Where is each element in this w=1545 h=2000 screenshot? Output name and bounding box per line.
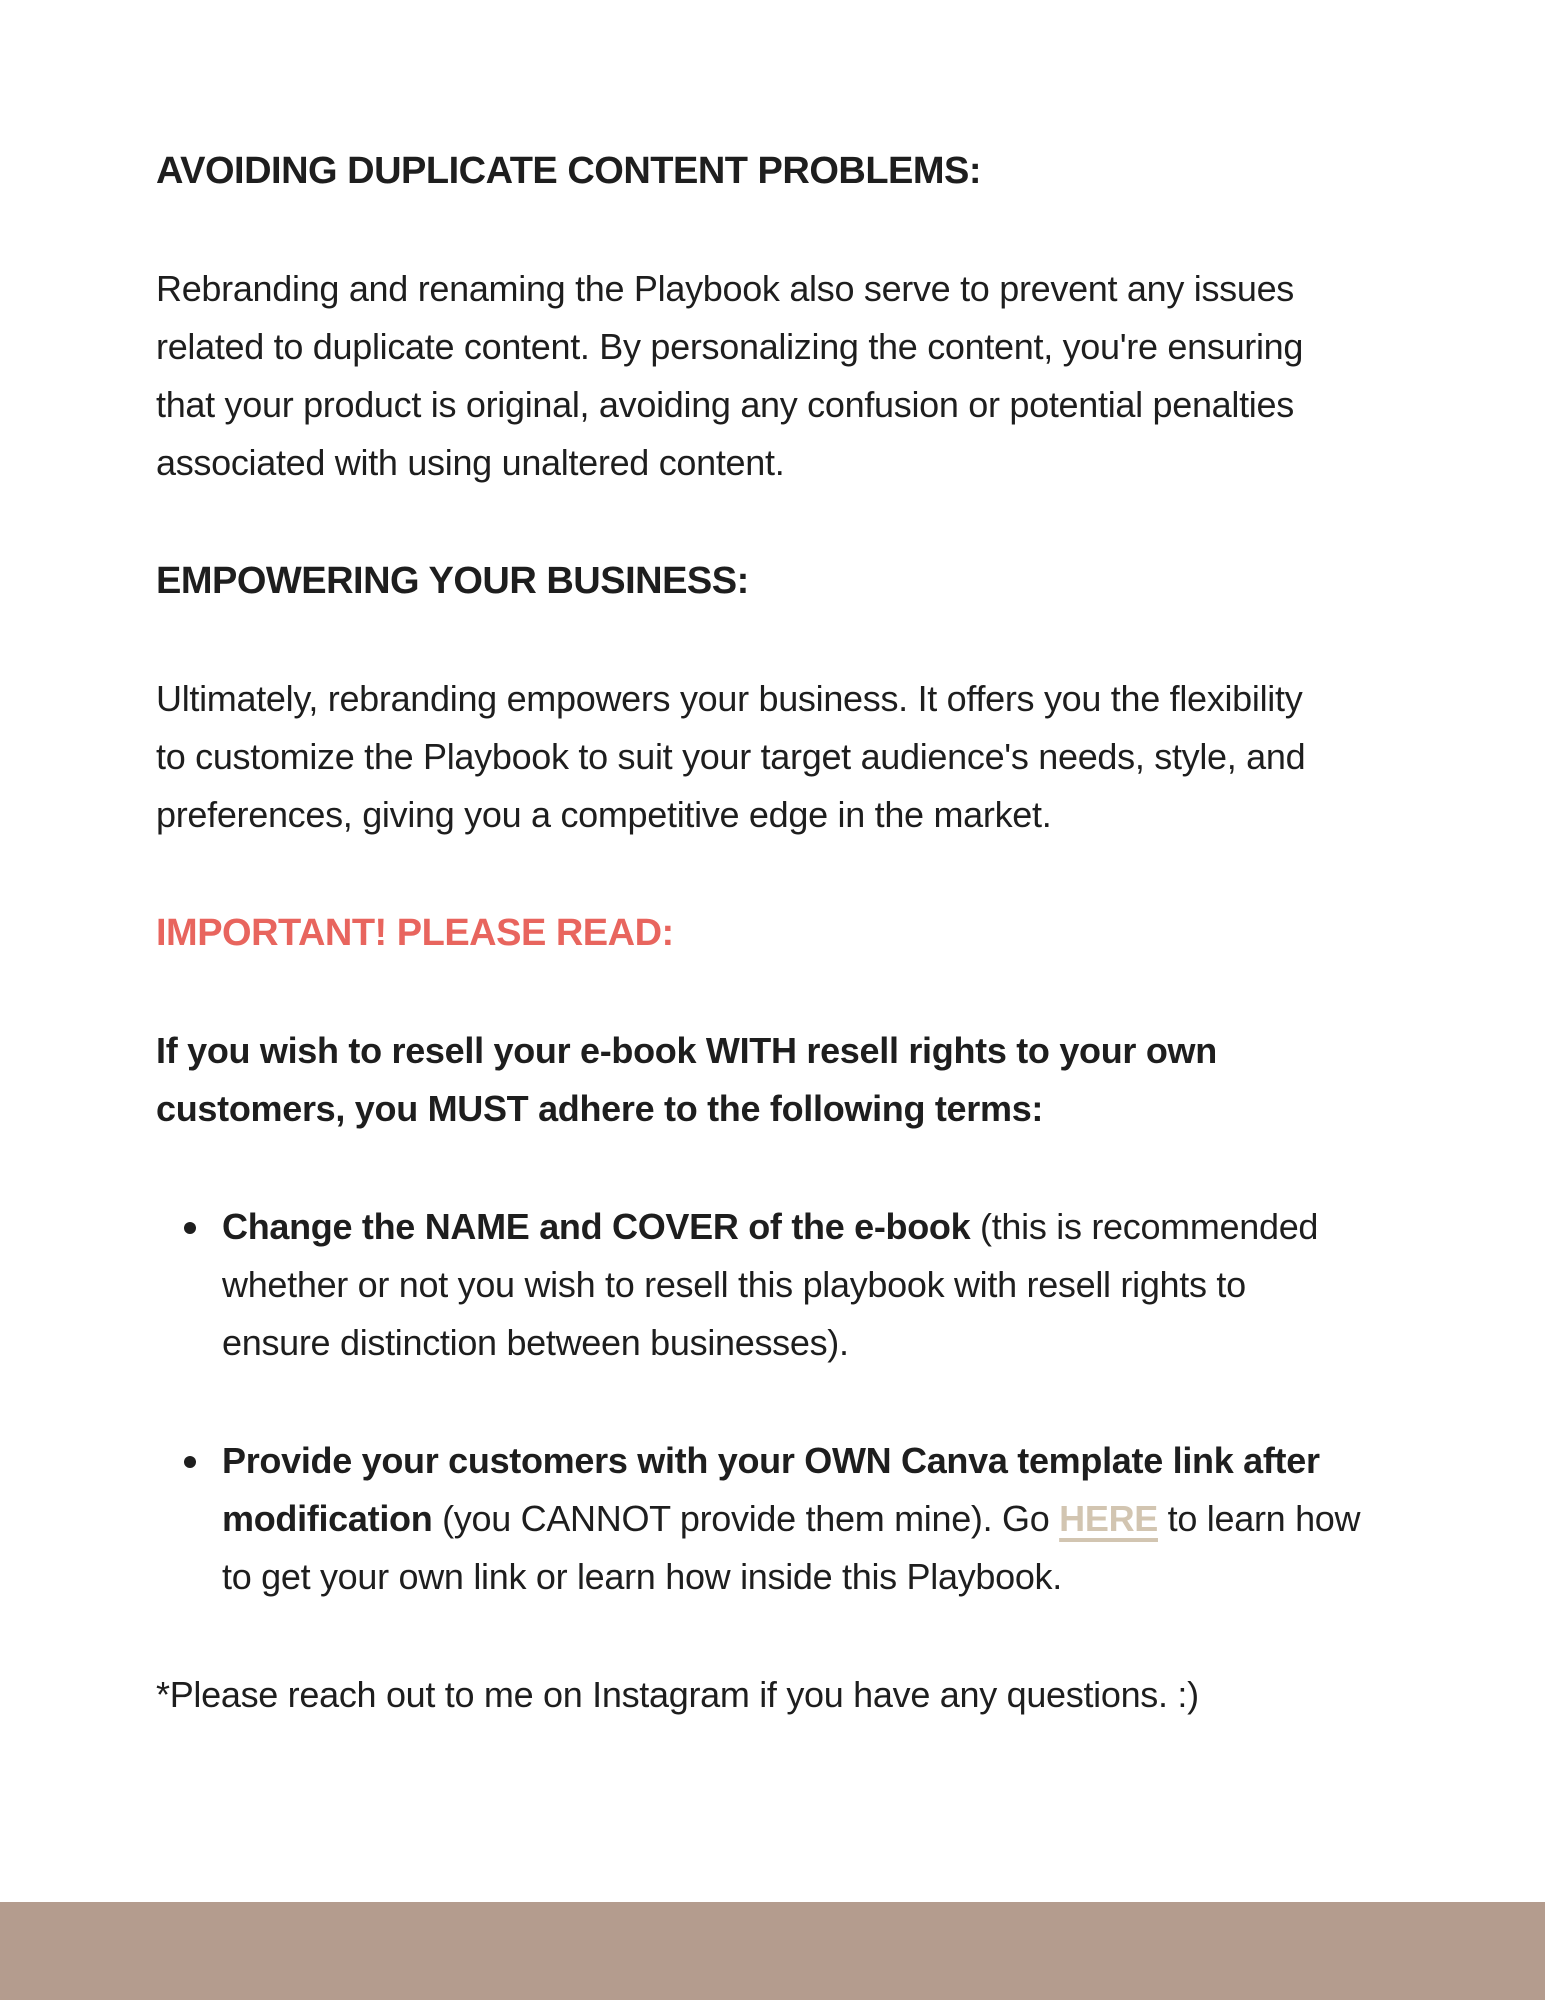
text-line: ensure distinction between businesses). xyxy=(222,1322,849,1363)
bullet-item-change-name-cover xyxy=(156,1198,1396,1372)
text-line: that your product is original, avoiding any confusion or potential penalties xyxy=(156,384,1294,425)
section-heading-avoiding-duplicate-content: AVOIDING DUPLICATE CONTENT PROBLEMS: xyxy=(156,150,982,192)
paragraph-resell-terms-intro xyxy=(156,1022,1396,1138)
terms-bullet-list xyxy=(156,1198,1396,1606)
bold-run: Change the NAME and COVER of the e-book xyxy=(222,1206,971,1247)
text-line: preferences, giving you a competitive edge in the market. xyxy=(156,794,1052,835)
bullet-icon xyxy=(184,1222,196,1234)
text-run: to learn how xyxy=(1157,1498,1361,1539)
paragraph-duplicate-content xyxy=(156,260,1396,492)
text-run: (you CANNOT provide them mine). Go xyxy=(432,1498,1060,1539)
text-line: whether or not you wish to resell this playbook with resell rights to xyxy=(222,1264,1246,1305)
text-line: to customize the Playbook to suit your target audience's needs, style, and xyxy=(156,736,1306,777)
here-link[interactable]: HERE xyxy=(1059,1498,1158,1539)
text-line: Ultimately, rebranding empowers your business. It offers you the flexibility xyxy=(156,678,1303,719)
section-heading-empowering-business: EMPOWERING YOUR BUSINESS: xyxy=(156,560,749,602)
bullet-item-canva-template-link xyxy=(156,1432,1396,1606)
bold-run: modification xyxy=(222,1498,433,1539)
text-run: (this is recommended xyxy=(970,1206,1319,1247)
content-area xyxy=(156,142,1396,1784)
text-line: customers, you MUST adhere to the following terms: xyxy=(156,1088,1044,1129)
text-line xyxy=(222,1198,1396,1256)
bullet-icon xyxy=(184,1456,196,1468)
text-line: Provide your customers with your OWN Canva template link after xyxy=(222,1440,1320,1481)
text-line xyxy=(222,1490,1396,1548)
instagram-note xyxy=(156,1666,1396,1724)
text-line: associated with using unaltered content. xyxy=(156,442,785,483)
text-line: Rebranding and renaming the Playbook also serve to prevent any issues xyxy=(156,268,1294,309)
text-line: to get your own link or learn how inside this Playbook. xyxy=(222,1556,1062,1597)
paragraph-empowering-business xyxy=(156,670,1396,844)
section-heading-important-please-read: IMPORTANT! PLEASE READ: xyxy=(156,912,674,954)
footer-bar xyxy=(0,1902,1545,2000)
text-line: related to duplicate content. By personalizing the content, you're ensuring xyxy=(156,326,1304,367)
text-line: If you wish to resell your e-book WITH resell rights to your own xyxy=(156,1030,1217,1071)
text-line: *Please reach out to me on Instagram if you have any questions. :) xyxy=(156,1674,1199,1715)
